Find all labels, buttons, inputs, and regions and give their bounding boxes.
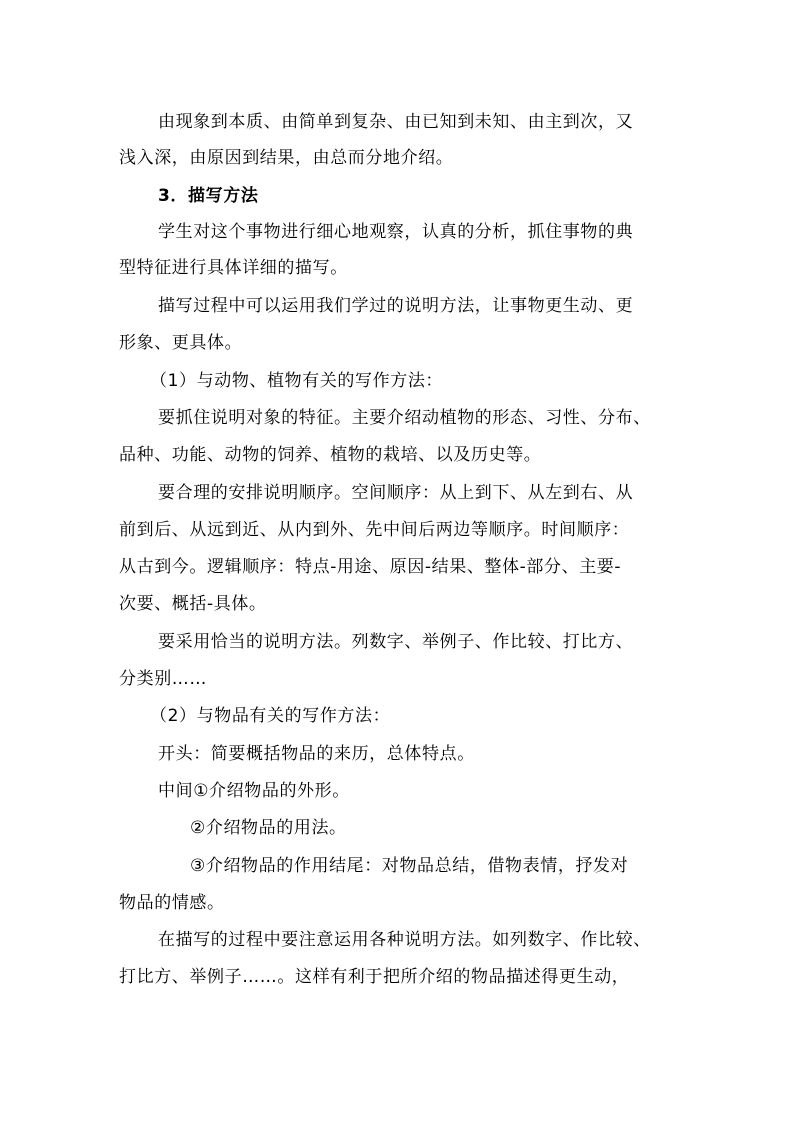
- paragraph-line: 打比方、举例子……。这样有利于把所介绍的物品描述得更生动，: [119, 967, 630, 987]
- paragraph-line: 前到后、从远到近、从内到外、先中间后两边等顺序。时间顺序：: [119, 520, 630, 540]
- paragraph-line: 学生对这个事物进行细心地观察，认真的分析，抓住事物的典: [158, 222, 634, 242]
- subsection-heading: （2）与物品有关的写作方法：: [150, 706, 391, 726]
- paragraph-line: 形象、更具体。: [119, 333, 243, 353]
- paragraph-line: 品种、功能、动物的饲养、植物的栽培、以及历史等。: [119, 445, 542, 465]
- paragraph-line: 要合理的安排说明顺序。空间顺序：从上到下、从左到右、从: [158, 483, 634, 503]
- paragraph-line: 型特征进行具体详细的描写。: [119, 258, 348, 278]
- paragraph-line: 开头：简要概括物品的来历，总体特点。: [158, 744, 475, 764]
- paragraph-line: 中间①介绍物品的外形。: [158, 781, 350, 801]
- paragraph-line: 分类别……: [119, 669, 207, 689]
- paragraph-line: 要采用恰当的说明方法。列数字、举例子、作比较、打比方、: [158, 632, 634, 652]
- section-heading: 3．描写方法: [158, 186, 259, 206]
- paragraph-line: 描写过程中可以运用我们学过的说明方法，让事物更生动、更: [158, 296, 634, 316]
- paragraph-line: 在描写的过程中要注意运用各种说明方法。如列数字、作比较、: [158, 930, 651, 950]
- paragraph-line: 浅入深，由原因到结果，由总而分地介绍。: [119, 148, 454, 168]
- paragraph-line: 从古到今。逻辑顺序：特点-用途、原因-结果、整体-部分、主要-: [119, 557, 622, 577]
- paragraph-line: ②介绍物品的用法。: [190, 818, 347, 838]
- paragraph-line: ③介绍物品的作用结尾：对物品总结，借物表情，抒发对: [190, 856, 629, 876]
- paragraph-line: 要抓住说明对象的特征。主要介绍动植物的形态、习性、分布、: [158, 408, 651, 428]
- subsection-heading: （1）与动物、植物有关的写作方法：: [150, 371, 444, 391]
- paragraph-line: 次要、概括-具体。: [119, 594, 267, 614]
- paragraph-line: 由现象到本质、由简单到复杂、由已知到未知、由主到次，又: [158, 112, 634, 132]
- paragraph-line: 物品的情感。: [119, 893, 225, 913]
